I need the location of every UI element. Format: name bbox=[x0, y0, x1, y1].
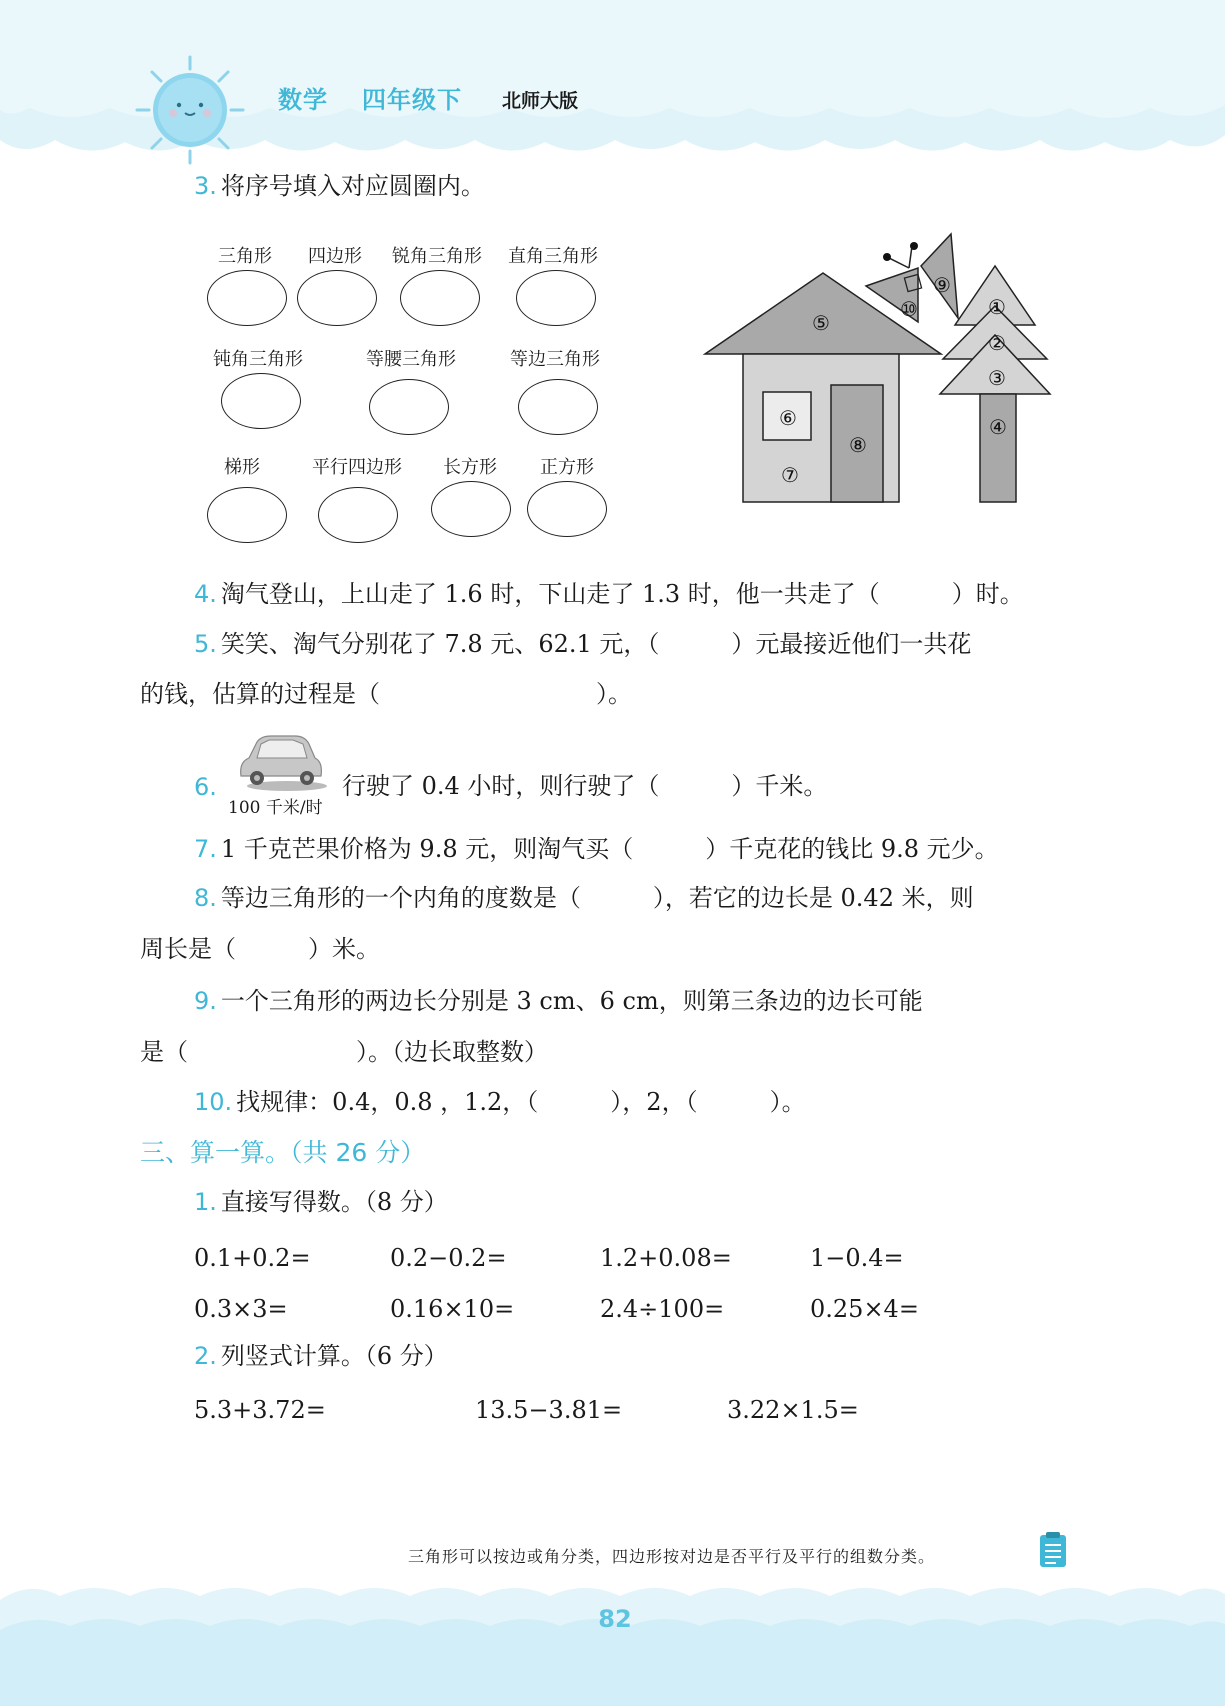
q5 bbox=[194, 630, 971, 659]
figure-label-3: ③ bbox=[988, 366, 1006, 390]
figure-label-9: ⑨ bbox=[933, 273, 951, 297]
q9 bbox=[194, 987, 923, 1016]
circle-isosceles-triangle[interactable] bbox=[369, 379, 449, 435]
q4-number: 4. bbox=[194, 580, 217, 608]
q5-text: 笑笑、淘气分别花了 7.8 元、62.1 元，（ ）元最接近他们一共花 bbox=[220, 630, 972, 658]
figure-label-8: ⑧ bbox=[849, 433, 867, 457]
q3-title bbox=[194, 172, 485, 201]
s3q1-title bbox=[194, 1188, 448, 1217]
s3q2-item-3: 3.22×1.5= bbox=[727, 1396, 859, 1424]
s3q1-item-8: 0.25×4= bbox=[810, 1295, 919, 1323]
q4 bbox=[194, 580, 1024, 609]
q10 bbox=[194, 1088, 806, 1117]
circle-trapezoid[interactable] bbox=[207, 487, 287, 543]
footer-band bbox=[0, 1580, 1225, 1706]
q9-number: 9. bbox=[194, 987, 217, 1015]
s3q1-item-5: 0.3×3= bbox=[194, 1295, 288, 1323]
figure-label-2: ② bbox=[988, 331, 1006, 355]
s3q1-item-4: 1−0.4= bbox=[810, 1244, 904, 1272]
figure-label-10: ⑩ bbox=[900, 297, 918, 321]
q3-number: 3. bbox=[194, 172, 217, 200]
q7-text: 1 千克芒果价格为 9.8 元，则淘气买（ ）千克花的钱比 9.8 元少。 bbox=[220, 835, 999, 863]
q10-text: 找规律：0.4，0.8 ，1.2，（ ），2，（ ）。 bbox=[236, 1088, 806, 1116]
shape-4 bbox=[980, 394, 1016, 502]
s3q1-item-7: 2.4÷100= bbox=[600, 1295, 725, 1323]
q6-number: 6. bbox=[194, 773, 217, 801]
circle-rectangle[interactable] bbox=[431, 481, 511, 537]
s3q2-title bbox=[194, 1342, 448, 1371]
s3q1-item-3: 1.2+0.08= bbox=[600, 1244, 732, 1272]
circle-equilateral-triangle[interactable] bbox=[518, 379, 598, 435]
q7-number: 7. bbox=[194, 835, 217, 863]
car-speed-label: 100 千米/时 bbox=[228, 798, 323, 818]
q8-line2: 周长是（ ）米。 bbox=[140, 935, 380, 963]
q5-number: 5. bbox=[194, 630, 217, 658]
label-triangle: 三角形 bbox=[218, 246, 272, 267]
circle-square[interactable] bbox=[527, 481, 607, 537]
circle-quadrilateral[interactable] bbox=[297, 270, 377, 326]
q10-number: 10. bbox=[194, 1088, 233, 1116]
figure-label-7: ⑦ bbox=[781, 463, 799, 487]
q8-number: 8. bbox=[194, 884, 217, 912]
figure-label-1: ① bbox=[988, 295, 1006, 319]
label-equilateral-triangle: 等边三角形 bbox=[510, 349, 600, 370]
header-grade: 四年级下 bbox=[362, 86, 462, 114]
circle-parallelogram[interactable] bbox=[318, 487, 398, 543]
label-parallelogram: 平行四边形 bbox=[312, 457, 402, 478]
s3q1-number: 1. bbox=[194, 1188, 217, 1216]
q9-line2: 是（ ）。（边长取整数） bbox=[140, 1038, 548, 1066]
q3-text: 将序号填入对应圆圈内。 bbox=[220, 172, 485, 200]
circle-right-triangle[interactable] bbox=[516, 270, 596, 326]
label-isosceles-triangle: 等腰三角形 bbox=[366, 349, 456, 370]
s3q1-item-1: 0.1+0.2= bbox=[194, 1244, 311, 1272]
label-acute-triangle: 锐角三角形 bbox=[392, 246, 482, 267]
q9-text: 一个三角形的两边长分别是 3 cm、6 cm，则第三条边的边长可能 bbox=[220, 987, 923, 1015]
s3q2-text: 列竖式计算。（6 分） bbox=[220, 1342, 448, 1370]
s3q1-item-2: 0.2−0.2= bbox=[390, 1244, 507, 1272]
q8 bbox=[194, 884, 974, 913]
q6-text: 行驶了 0.4 小时，则行驶了（ ）千米。 bbox=[342, 772, 828, 800]
q8-text: 等边三角形的一个内角的度数是（ ），若它的边长是 0.42 米，则 bbox=[220, 884, 974, 912]
header-edition: 北师大版 bbox=[502, 90, 579, 112]
s3q2-number: 2. bbox=[194, 1342, 217, 1370]
car-icon bbox=[235, 732, 327, 792]
s3q1-text: 直接写得数。（8 分） bbox=[220, 1188, 448, 1216]
page-number: 82 bbox=[598, 1605, 632, 1633]
label-rectangle: 长方形 bbox=[443, 457, 497, 478]
q7 bbox=[194, 835, 999, 864]
house-tree-figure bbox=[700, 230, 1070, 510]
circle-obtuse-triangle[interactable] bbox=[221, 373, 301, 429]
label-square: 正方形 bbox=[540, 457, 594, 478]
label-obtuse-triangle: 钝角三角形 bbox=[213, 349, 303, 370]
circle-acute-triangle[interactable] bbox=[400, 270, 480, 326]
sun-mascot-icon bbox=[135, 55, 245, 165]
figure-label-5: ⑤ bbox=[812, 311, 830, 335]
s3q1-item-6: 0.16×10= bbox=[390, 1295, 515, 1323]
label-right-triangle: 直角三角形 bbox=[508, 246, 598, 267]
footer-tip: 三角形可以按边或角分类，四边形按对边是否平行及平行的组数分类。 bbox=[408, 1547, 936, 1566]
header-subject: 数学 bbox=[278, 86, 328, 114]
q5-line2: 的钱，估算的过程是（ ）。 bbox=[140, 680, 632, 708]
q4-text: 淘气登山，上山走了 1.6 时，下山走了 1.3 时，他一共走了（ ）时。 bbox=[220, 580, 1024, 608]
s3q2-item-2: 13.5−3.81= bbox=[475, 1396, 623, 1424]
s3q2-item-1: 5.3+3.72= bbox=[194, 1396, 326, 1424]
section-3-title: 三、算一算。（共 26 分） bbox=[140, 1138, 426, 1167]
figure-label-4: ④ bbox=[989, 415, 1007, 439]
label-trapezoid: 梯形 bbox=[224, 457, 260, 478]
label-quadrilateral: 四边形 bbox=[308, 246, 362, 267]
notebook-icon bbox=[1038, 1531, 1068, 1569]
figure-label-6: ⑥ bbox=[779, 406, 797, 430]
circle-triangle[interactable] bbox=[207, 270, 287, 326]
